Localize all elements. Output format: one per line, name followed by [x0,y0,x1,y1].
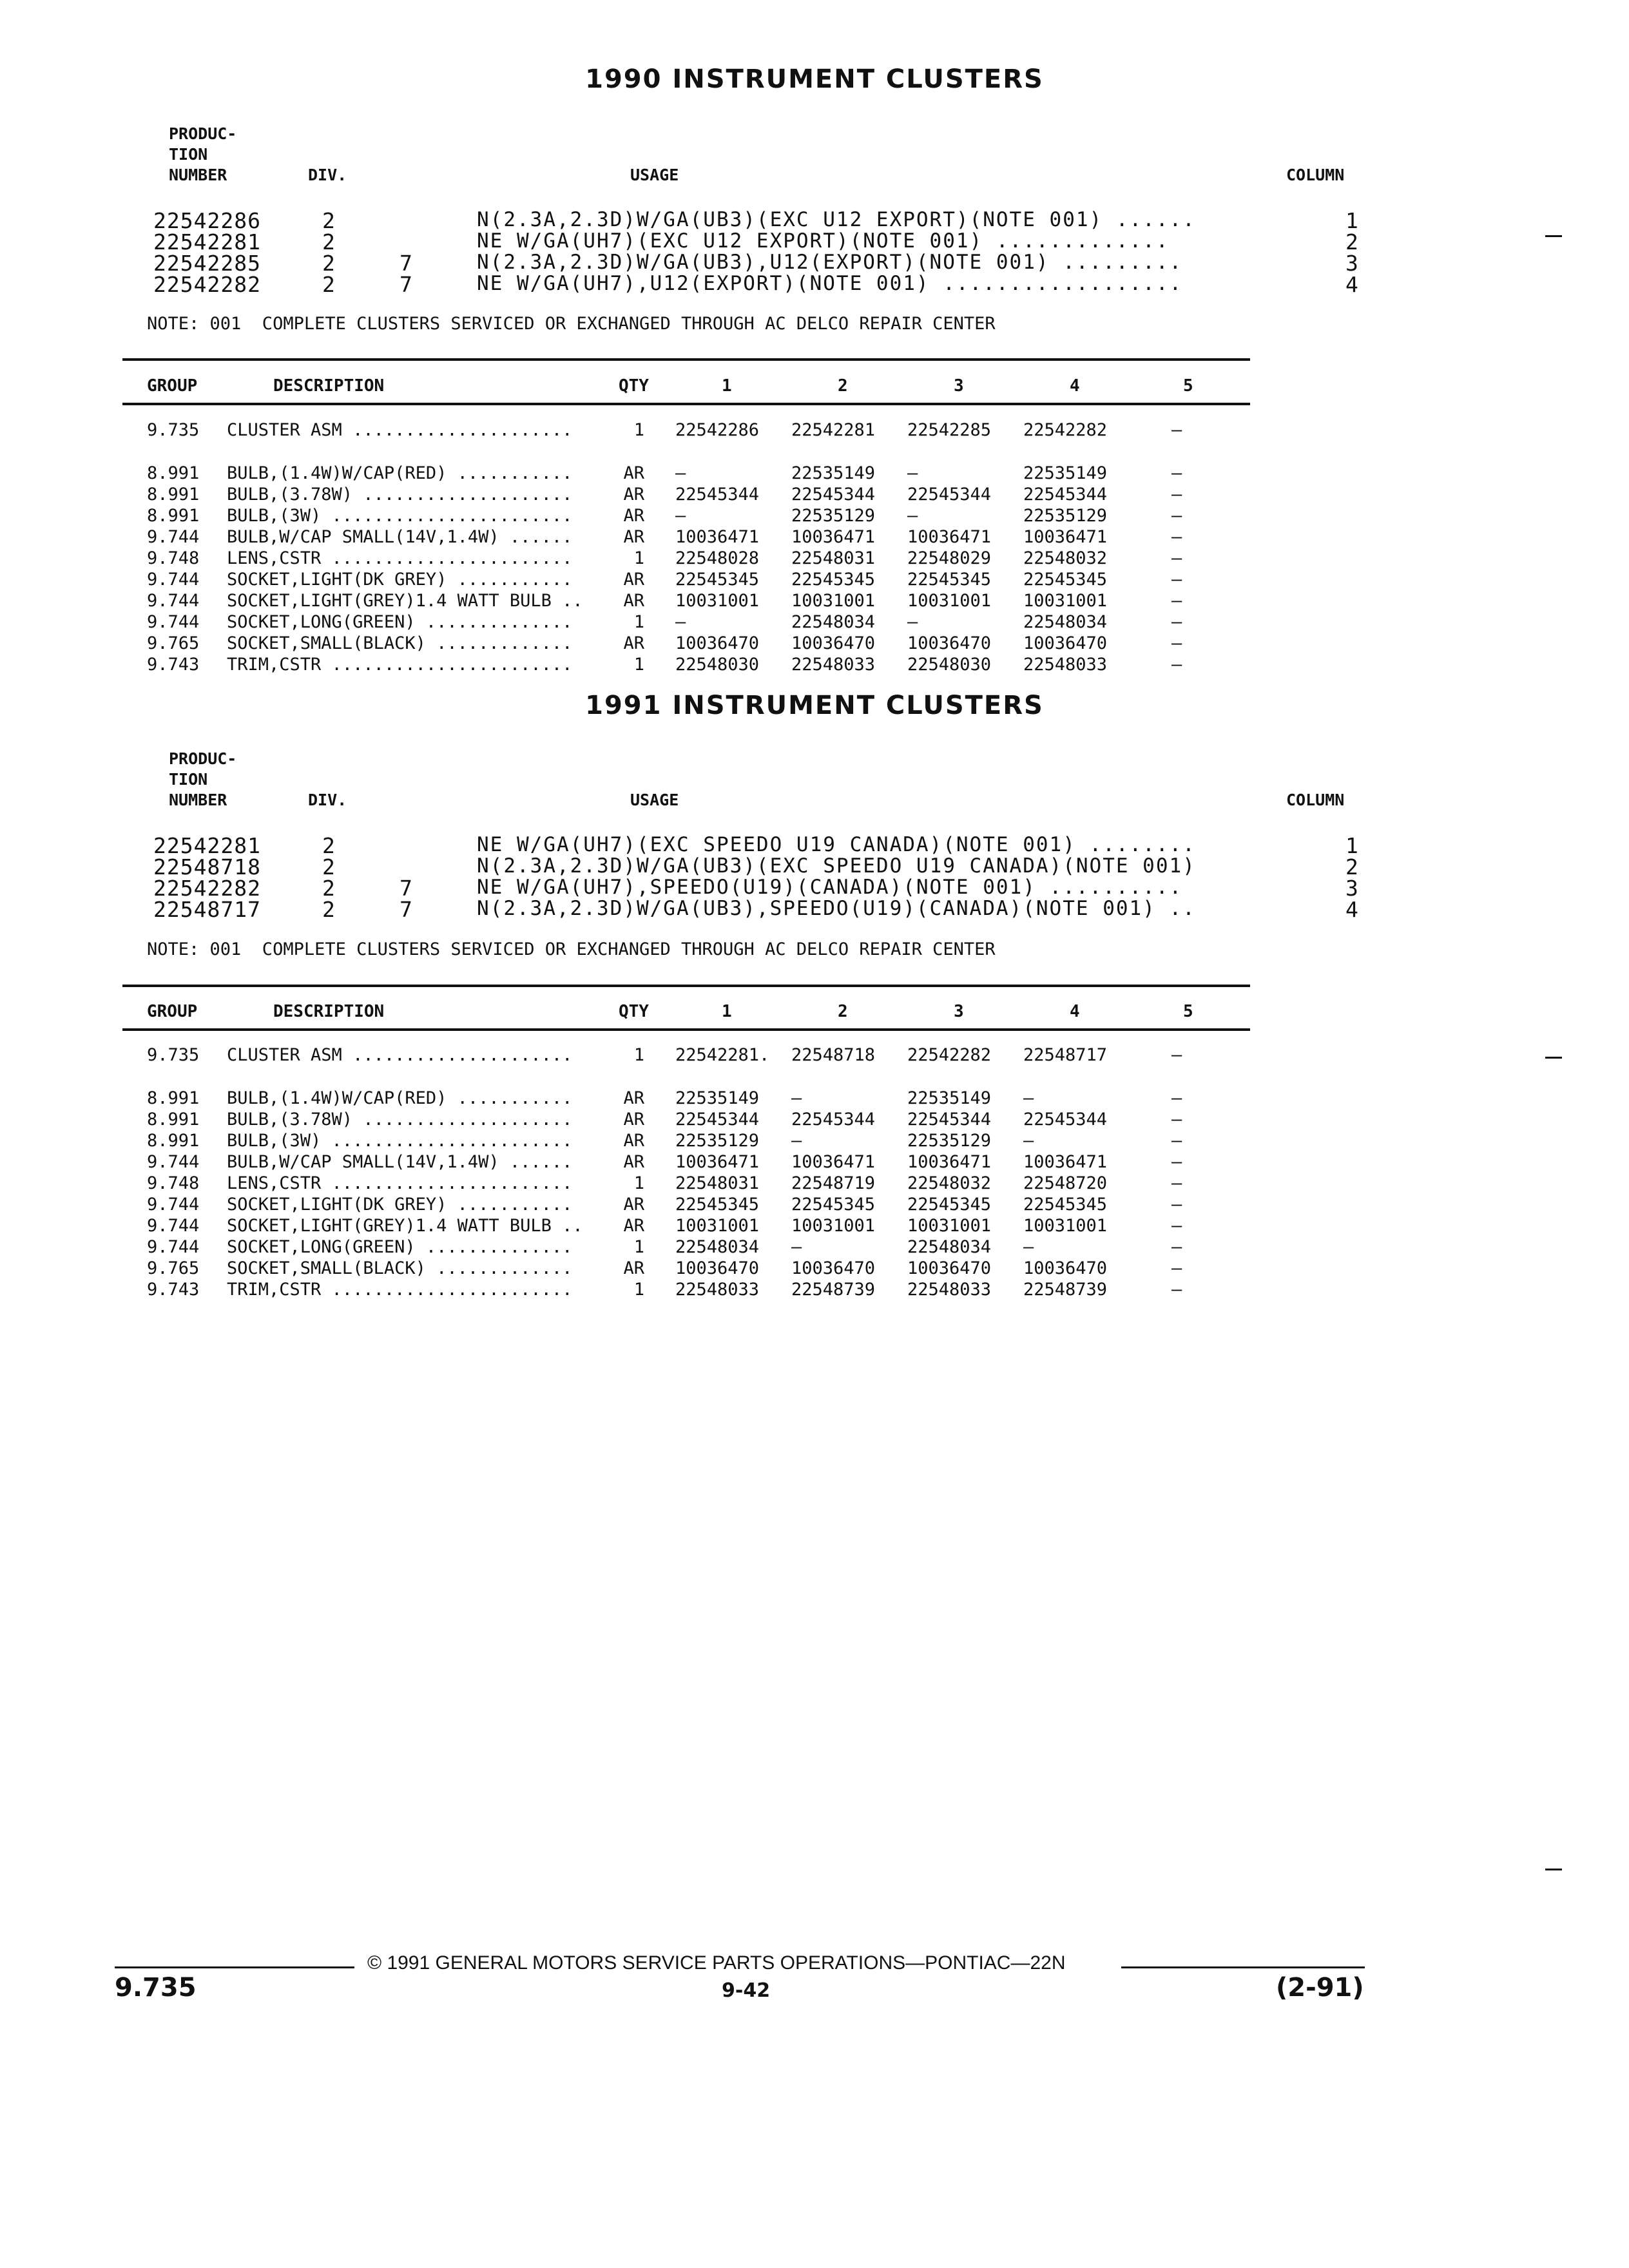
col1-value: 22548033 [675,1280,760,1300]
part-description: SOCKET,LIGHT(DK GREY) ........... [227,1195,573,1215]
part-row [0,1258,1629,1280]
quantity: 1 [633,1237,644,1257]
col2-value: 22535149 [791,463,876,483]
col5-value: — [1171,1131,1182,1151]
usage-text: N(2.3A,2.3D)W/GA(UB3)(EXC SPEEDO U19 CANADA)(NOTE 001) [477,854,1196,878]
col3-header-1990: 3 [954,376,964,396]
production-number: 22548717 [153,897,261,922]
table-top-rule-1990 [122,358,1250,361]
production-row [0,272,1629,297]
col5-value: — [1171,612,1182,632]
col4-value: 22548034 [1023,612,1108,632]
part-row [0,633,1629,655]
col1-value: 10036470 [675,1258,760,1278]
col2-value: 22545345 [791,1195,876,1215]
col1-value: — [675,506,686,526]
col1-header-1990: 1 [722,376,732,396]
col2-value: 10036471 [791,1152,876,1172]
group-number: 8.991 [147,1088,200,1108]
col5-header-1990: 5 [1183,376,1193,396]
column-number: 3 [1345,876,1358,901]
col5-value: — [1171,1152,1182,1172]
group-number: 8.991 [147,1110,200,1129]
part-row [0,548,1629,570]
table-top-rule-1991 [122,985,1250,987]
part-row [0,527,1629,548]
column-number: 2 [1345,229,1358,255]
group-number: 9.744 [147,591,200,611]
footer-page-number: 9-42 [722,1979,771,2002]
col2-value: 10036470 [791,1258,876,1278]
column-number: 1 [1345,208,1358,233]
col1-value: 10031001 [675,1216,760,1236]
col2-value: 10036470 [791,633,876,653]
col5-value: — [1171,485,1182,505]
col3-value: 10036471 [907,527,992,547]
col5-value: — [1171,591,1182,611]
group-number: 9.744 [147,612,200,632]
column-number: 1 [1345,833,1358,858]
qty-header-1991: QTY [619,1002,649,1021]
group-number: 8.991 [147,485,200,505]
col4-value: — [1023,1237,1034,1257]
col2-value: 10031001 [791,591,876,611]
part-description: TRIM,CSTR ....................... [227,1280,573,1300]
quantity: AR [623,591,644,611]
col4-value: 22548720 [1023,1173,1108,1193]
table-header-rule-1990 [122,403,1250,405]
col5-value: — [1171,463,1182,483]
quantity: 1 [633,1280,644,1300]
production-number-header-1990: PRODUC- TION NUMBER [169,124,237,184]
part-description: BULB,(1.4W)W/CAP(RED) ........... [227,463,573,483]
quantity: AR [623,570,644,590]
division: 2 [322,251,335,276]
col2-value: 22545344 [791,485,876,505]
part-description: SOCKET,LIGHT(DK GREY) ........... [227,570,573,590]
margin-tick [1545,1869,1562,1870]
quantity: AR [623,527,644,547]
quantity: AR [623,1131,644,1151]
col5-value: — [1171,655,1182,675]
division: 2 [322,833,335,858]
section-1991-title: 1991 INSTRUMENT CLUSTERS [585,691,1044,720]
col3-value: 22545344 [907,485,992,505]
part-description: BULB,(3W) ....................... [227,506,573,526]
col1-value: — [675,463,686,483]
part-description: SOCKET,SMALL(BLACK) ............. [227,633,573,653]
footer-copyright: © 1991 GENERAL MOTORS SERVICE PARTS OPERATIONS—PONTIAC—22N [367,1952,1066,1974]
part-description: SOCKET,LONG(GREEN) .............. [227,612,573,632]
quantity: 1 [633,1173,644,1193]
part-description: SOCKET,LIGHT(GREY)1.4 WATT BULB .. [227,1216,583,1236]
col1-value: 22545344 [675,1110,760,1129]
group-number: 9.744 [147,1195,200,1215]
part-description: BULB,(3W) ....................... [227,1131,573,1151]
col5-value: — [1171,527,1182,547]
usage-text: NE W/GA(UH7),SPEEDO(U19)(CANADA)(NOTE 001) .......... [477,876,1183,899]
part-row [0,1195,1629,1216]
group-number: 9.765 [147,1258,200,1278]
footer-date: (2-91) [1276,1973,1364,2003]
group-number: 9.744 [147,1216,200,1236]
part-row [0,1280,1629,1301]
col2-value: 22535129 [791,506,876,526]
group-number: 9.744 [147,1152,200,1172]
quantity: AR [623,1258,644,1278]
col5-header-1991: 5 [1183,1002,1193,1021]
group-header-1991: GROUP [147,1002,198,1021]
group-number: 8.991 [147,506,200,526]
div-header-1991: DIV. [308,791,347,809]
col2-value: 10036471 [791,527,876,547]
usage-text: N(2.3A,2.3D)W/GA(UB3),U12(EXPORT)(NOTE 001) ......... [477,251,1183,274]
part-row [0,1152,1629,1173]
col3-value: 22535149 [907,1088,992,1108]
col2-value: 22542281 [791,420,876,440]
col1-value: 22548028 [675,548,760,568]
production-row [0,876,1629,901]
col2-value: 10031001 [791,1216,876,1236]
col4-value: 22545345 [1023,570,1108,590]
footer-rule-left [115,1966,354,1968]
col5-value: — [1171,1045,1182,1065]
col5-value: — [1171,633,1182,653]
part-row [0,591,1629,612]
col3-header-1991: 3 [954,1002,964,1021]
part-description: CLUSTER ASM ..................... [227,420,573,440]
col5-value: — [1171,420,1182,440]
code: 7 [400,272,412,297]
col4-value: 22535129 [1023,506,1108,526]
col3-value: 22548032 [907,1173,992,1193]
division: 2 [322,897,335,922]
code: 7 [400,251,412,276]
col5-value: — [1171,1280,1182,1300]
col2-value: — [791,1237,802,1257]
col4-value: 10036470 [1023,633,1108,653]
col4-value: 10036471 [1023,1152,1108,1172]
usage-text: N(2.3A,2.3D)W/GA(UB3),SPEEDO(U19)(CANADA)(NOTE 001) .. [477,897,1196,920]
col5-value: — [1171,1173,1182,1193]
col1-value: 22548030 [675,655,760,675]
col3-value: 22548029 [907,548,992,568]
col4-value: 22545344 [1023,485,1108,505]
quantity: AR [623,1152,644,1172]
col1-value: 22542281. [675,1045,770,1065]
production-number: 22542282 [153,876,261,901]
col3-value: 10036470 [907,633,992,653]
col3-value: 10031001 [907,1216,992,1236]
quantity: 1 [633,655,644,675]
col4-value: 22548739 [1023,1280,1108,1300]
quantity: AR [623,463,644,483]
part-description: BULB,(3.78W) .................... [227,1110,573,1129]
col2-value: 22545345 [791,570,876,590]
col2-value: 22548718 [791,1045,876,1065]
part-row [0,506,1629,527]
note-1990: NOTE: 001 COMPLETE CLUSTERS SERVICED OR EXCHANGED THROUGH AC DELCO REPAIR CENTER [147,314,996,334]
note-1991: NOTE: 001 COMPLETE CLUSTERS SERVICED OR EXCHANGED THROUGH AC DELCO REPAIR CENTER [147,939,996,959]
production-number: 22542285 [153,251,261,276]
group-number: 9.743 [147,655,200,675]
col5-value: — [1171,1195,1182,1215]
col1-value: 22542286 [675,420,760,440]
production-number: 22542281 [153,833,261,858]
col4-value: 22545344 [1023,1110,1108,1129]
col5-value: — [1171,548,1182,568]
col1-value: 10036470 [675,633,760,653]
col2-value: — [791,1088,802,1108]
margin-tick [1545,235,1562,237]
part-row [0,1237,1629,1258]
col1-value: 10036471 [675,527,760,547]
group-number: 8.991 [147,463,200,483]
part-row [0,1173,1629,1195]
column-number: 4 [1345,272,1358,297]
col1-value: 10031001 [675,591,760,611]
production-number: 22542281 [153,229,261,255]
section-1990-title: 1990 INSTRUMENT CLUSTERS [585,64,1044,94]
col4-value: 22548033 [1023,655,1108,675]
col3-value: 22545345 [907,570,992,590]
col4-value: 10036471 [1023,527,1108,547]
col2-value: 22548739 [791,1280,876,1300]
col3-value: 22548030 [907,655,992,675]
col4-value: 22535149 [1023,463,1108,483]
quantity: AR [623,633,644,653]
production-row [0,229,1629,255]
col4-value: — [1023,1131,1034,1151]
col1-value: 22535129 [675,1131,760,1151]
part-description: TRIM,CSTR ....................... [227,655,573,675]
column-header-1990: COLUMN [1286,166,1345,184]
column-number: 4 [1345,897,1358,922]
part-description: LENS,CSTR ....................... [227,548,573,568]
col1-value: — [675,612,686,632]
production-row [0,251,1629,276]
col3-value: 10036470 [907,1258,992,1278]
col3-value: 22545344 [907,1110,992,1129]
part-row [0,485,1629,506]
group-header-1990: GROUP [147,376,198,396]
part-description: BULB,W/CAP SMALL(14V,1.4W) ...... [227,1152,573,1172]
part-description: BULB,W/CAP SMALL(14V,1.4W) ...... [227,527,573,547]
col5-value: — [1171,1216,1182,1236]
margin-tick [1545,1057,1562,1059]
part-row [0,612,1629,633]
quantity: AR [623,485,644,505]
group-number: 9.744 [147,570,200,590]
division: 2 [322,854,335,879]
col2-header-1990: 2 [838,376,848,396]
production-row [0,208,1629,233]
production-row [0,854,1629,879]
col5-value: — [1171,570,1182,590]
col4-value: 22542282 [1023,420,1108,440]
description-header-1990: DESCRIPTION [273,376,385,396]
col4-header-1990: 4 [1070,376,1080,396]
col1-value: 22545344 [675,485,760,505]
col2-value: 22548031 [791,548,876,568]
column-number: 3 [1345,251,1358,276]
part-row [0,1216,1629,1237]
part-description: CLUSTER ASM ..................... [227,1045,573,1065]
quantity: 1 [633,1045,644,1065]
part-description: LENS,CSTR ....................... [227,1173,573,1193]
col1-value: 22548031 [675,1173,760,1193]
part-row [0,1088,1629,1110]
group-number: 9.735 [147,1045,200,1065]
col3-value: — [907,463,918,483]
col5-value: — [1171,1237,1182,1257]
col5-value: — [1171,506,1182,526]
table-header-rule-1991 [122,1028,1250,1031]
col1-value: 10036471 [675,1152,760,1172]
col4-value: 22548032 [1023,548,1108,568]
div-header-1990: DIV. [308,166,347,184]
col1-value: 22545345 [675,1195,760,1215]
col3-value: — [907,612,918,632]
col2-value: 22548719 [791,1173,876,1193]
col3-value: 22548034 [907,1237,992,1257]
group-number: 9.744 [147,527,200,547]
column-header-1991: COLUMN [1286,791,1345,809]
code: 7 [400,897,412,922]
col1-value: 22535149 [675,1088,760,1108]
quantity: 1 [633,612,644,632]
col1-value: 22545345 [675,570,760,590]
part-row [0,1045,1629,1066]
production-number: 22542282 [153,272,261,297]
division: 2 [322,876,335,901]
production-row [0,833,1629,858]
part-description: BULB,(3.78W) .................... [227,485,573,505]
col4-header-1991: 4 [1070,1002,1080,1021]
description-header-1991: DESCRIPTION [273,1002,385,1021]
division: 2 [322,229,335,255]
usage-text: NE W/GA(UH7)(EXC U12 EXPORT)(NOTE 001) ............. [477,229,1170,253]
col3-value: 22548033 [907,1280,992,1300]
quantity: AR [623,1088,644,1108]
group-number: 9.743 [147,1280,200,1300]
group-number: 9.765 [147,633,200,653]
col4-value: 22545345 [1023,1195,1108,1215]
part-row [0,420,1629,441]
code: 7 [400,876,412,901]
part-row [0,1110,1629,1131]
part-row [0,655,1629,676]
usage-text: NE W/GA(UH7),U12(EXPORT)(NOTE 001) .................. [477,272,1183,295]
production-number: 22548718 [153,854,261,879]
col2-value: 22548033 [791,655,876,675]
col2-value: 22545344 [791,1110,876,1129]
col1-value: 22548034 [675,1237,760,1257]
usage-text: NE W/GA(UH7)(EXC SPEEDO U19 CANADA)(NOTE 001) ........ [477,833,1196,856]
col3-value: 10036471 [907,1152,992,1172]
col3-value: 22545345 [907,1195,992,1215]
part-description: SOCKET,SMALL(BLACK) ............. [227,1258,573,1278]
quantity: 1 [633,548,644,568]
quantity: AR [623,506,644,526]
footer-rule-right [1121,1966,1365,1968]
quantity: AR [623,1195,644,1215]
col4-value: 22548717 [1023,1045,1108,1065]
column-number: 2 [1345,854,1358,879]
col5-value: — [1171,1088,1182,1108]
division: 2 [322,272,335,297]
col5-value: — [1171,1258,1182,1278]
part-row [0,463,1629,485]
part-row [0,570,1629,591]
division: 2 [322,208,335,233]
col2-header-1991: 2 [838,1002,848,1021]
col3-value: 22542285 [907,420,992,440]
col3-value: 22542282 [907,1045,992,1065]
col3-value: 22535129 [907,1131,992,1151]
col2-value: — [791,1131,802,1151]
usage-header-1990: USAGE [630,166,679,184]
group-number: 9.735 [147,420,200,440]
footer-group-number: 9.735 [115,1973,197,2003]
part-description: BULB,(1.4W)W/CAP(RED) ........... [227,1088,573,1108]
col1-header-1991: 1 [722,1002,732,1021]
quantity: 1 [633,420,644,440]
quantity: AR [623,1216,644,1236]
usage-text: N(2.3A,2.3D)W/GA(UB3)(EXC U12 EXPORT)(NOTE 001) ...... [477,208,1196,231]
col4-value: 10031001 [1023,1216,1108,1236]
col4-value: 10036470 [1023,1258,1108,1278]
col2-value: 22548034 [791,612,876,632]
col4-value: — [1023,1088,1034,1108]
col3-value: 10031001 [907,591,992,611]
part-description: SOCKET,LIGHT(GREY)1.4 WATT BULB .. [227,591,583,611]
group-number: 9.744 [147,1237,200,1257]
group-number: 9.748 [147,1173,200,1193]
group-number: 9.748 [147,548,200,568]
part-row [0,1131,1629,1152]
col3-value: — [907,506,918,526]
production-number: 22542286 [153,208,261,233]
group-number: 8.991 [147,1131,200,1151]
col5-value: — [1171,1110,1182,1129]
production-number-header-1991: PRODUC- TION NUMBER [169,749,237,809]
quantity: AR [623,1110,644,1129]
qty-header-1990: QTY [619,376,649,396]
production-row [0,897,1629,922]
col4-value: 10031001 [1023,591,1108,611]
part-description: SOCKET,LONG(GREEN) .............. [227,1237,573,1257]
usage-header-1991: USAGE [630,791,679,809]
